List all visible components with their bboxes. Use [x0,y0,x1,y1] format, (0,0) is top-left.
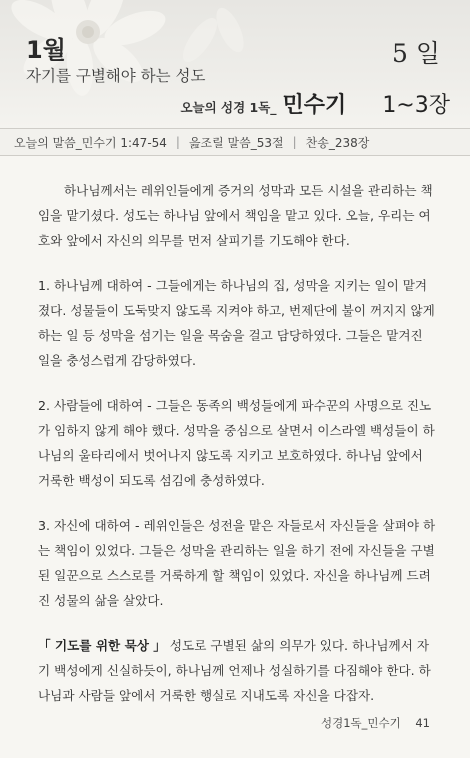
prayer-text: 성도로 구별된 삶의 의무가 있다. 하나님께서 자기 백성에게 신실하듯이, 하나님께 언제나 성실하기를 다짐해야 한다. 하나님과 사람들 앞에서 거룩한 행실로 지내도록 자신을 다잡자. [38,638,431,703]
day-label: 5 일 [391,39,440,68]
point-3-paragraph: 3. 자신에 대하여 - 레위인들은 성전을 맡은 자들로서 자신들을 살펴야 하는 책임이 있었다. 그들은 성막을 관리하는 일을 하기 전에 자신들을 구별된 일꾼으로 스스로를 거룩하게 할 책임이 있었다. 자신을 하나님께 드려진 성물의 삶을 살았다. [38,518,436,608]
separator: | [175,135,180,149]
page-footer [321,715,430,731]
separator: | [292,135,297,149]
reading-book: 민수기 [282,93,347,118]
theme-subtitle: 자기를 구별해야 하는 성도 [26,67,206,85]
hymn-number: 찬송_238장 [305,135,370,150]
daily-reading [180,88,450,119]
devotional-body [38,178,438,728]
page-header [0,0,470,128]
memory-verse: 읊조릴 말씀_53절 [188,135,284,150]
scripture-info-bar [0,128,470,156]
prayer-title: 「 기도를 위한 묵상 」 [38,638,166,653]
prayer-paragraph [38,633,438,708]
intro-paragraph: 하나님께서는 레위인들에게 증거의 성막과 모든 시설을 관리하는 책임을 맡기셨다. 성도는 하나님 앞에서 책임을 맡고 있다. 오늘, 우리는 여호와 앞에서 자신의 의무를 먼저 살피기를 기도해야 한다. [38,183,433,248]
running-title: 성경1독_민수기 [321,716,401,730]
reading-chapters: 1~3장 [382,93,450,118]
page-number: 41 [415,716,430,730]
point-1-paragraph: 1. 하나님께 대하여 - 그들에게는 하나님의 집, 성막을 지키는 일이 맡겨졌다. 성물들이 도둑맞지 않도록 지켜야 하고, 번제단에 불이 꺼지지 않게 하는 일 등 성막을 섬기는 일을 목숨을 걸고 담당하였다. 그들은 맡겨진 일을 충성스럽게 감당하였다. [38,278,435,368]
point-2-paragraph: 2. 사람들에 대하여 - 그들은 동족의 백성들에게 파수꾼의 사명으로 진노가 임하지 않게 해야 했다. 성막을 중심으로 살면서 이스라엘 백성들이 하나님의 울타리에서 벗어나지 않도록 지키고 보호하였다. 하나님 앞에서 거룩한 백성이 되도록 섬김에 충성하였다. [38,398,435,488]
reading-label: 오늘의 성경 1독_ [180,100,277,115]
month-title: 1월 [26,36,66,64]
today-word: 오늘의 말씀_민수기 1:47-54 [14,135,167,150]
